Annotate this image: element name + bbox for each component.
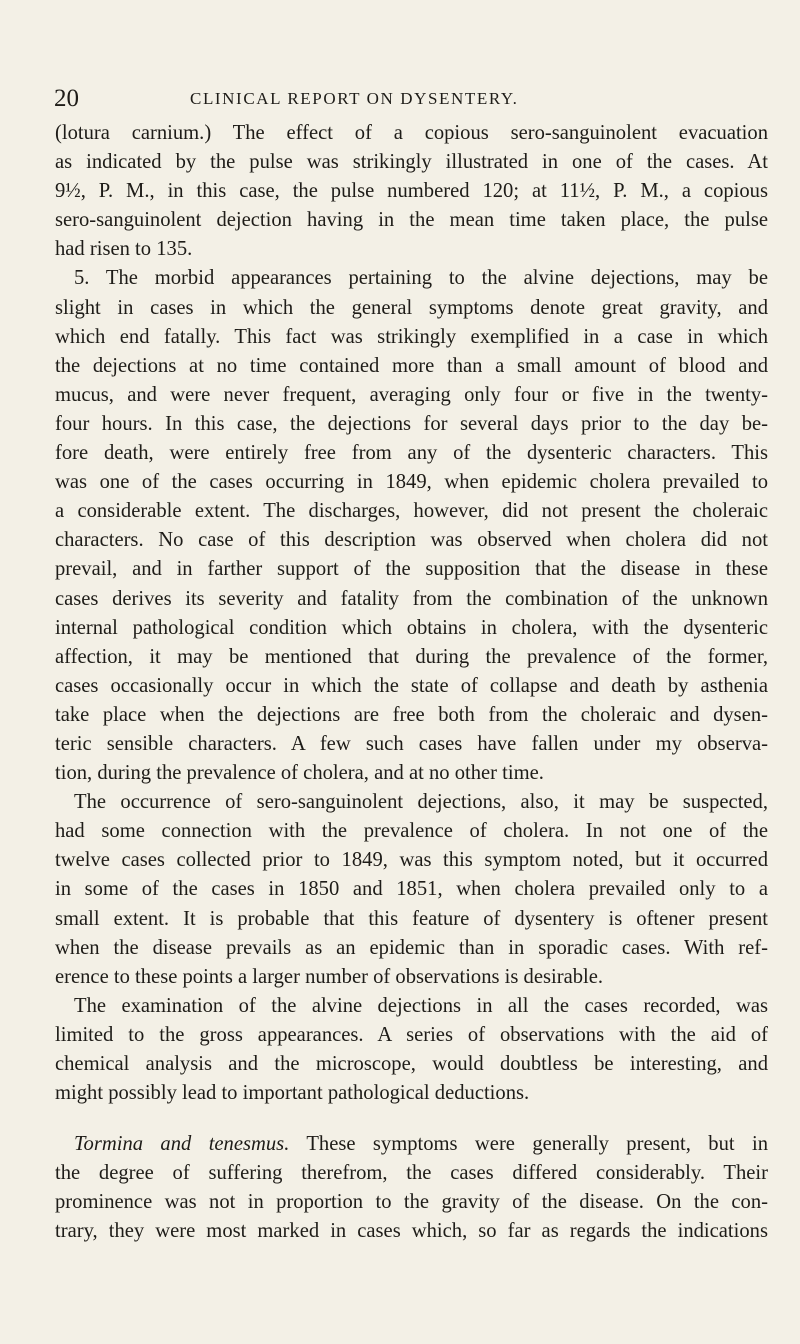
text-line: affection, it may be mentioned that during the prevalence of the former, (55, 645, 768, 668)
text-line: the degree of suffering therefrom, the cases differed considerably. Their (55, 1162, 768, 1185)
text-line: prevail, and in farther support of the supposition that the disease in these (55, 558, 768, 581)
text-line: trary, they were most marked in cases which, so far as regards the indications (55, 1220, 768, 1243)
text-line: sero-sanguinolent dejection having in the mean time taken place, the pulse (55, 209, 768, 232)
page-number: 20 (54, 85, 79, 112)
text-line: a considerable extent. The discharges, however, did not present the choleraic (55, 500, 768, 523)
text-line: twelve cases collected prior to 1849, was this symptom noted, but it occurred (55, 849, 768, 872)
text-line: cases derives its severity and fatality from the combination of the unknown (55, 587, 768, 610)
text-line: limited to the gross appearances. A series of observations with the aid of (55, 1023, 768, 1046)
text-line: take place when the dejections are free both from the choleraic and dysen- (55, 703, 768, 726)
text-line: which end fatally. This fact was strikingly exemplified in a case in which (55, 325, 768, 348)
text-line: was one of the cases occurring in 1849, when epidemic cholera prevailed to (55, 471, 768, 494)
text-line: internal pathological condition which obtains in cholera, with the dysenteric (55, 616, 768, 639)
text-line: characters. No case of this description was observed when cholera did not (55, 529, 768, 552)
text-run: These symptoms were generally present, but in (289, 1133, 768, 1156)
text-line: as indicated by the pulse was strikingly illustrated in one of the cases. At (55, 151, 768, 174)
body-text (55, 119, 768, 1247)
text-line: small extent. It is probable that this feature of dysentery is oftener present (55, 907, 768, 930)
text-line: the dejections at no time contained more than a small amount of blood and (55, 354, 768, 377)
text-line: when the disease prevails as an epidemic than in sporadic cases. With ref- (55, 936, 768, 959)
paragraph-2 (55, 264, 768, 788)
paragraph-4 (55, 992, 768, 1108)
text-line: had some connection with the prevalence of cholera. In not one of the (55, 820, 768, 843)
text-line: slight in cases in which the general symptoms denote great gravity, and (55, 296, 768, 319)
text-line: The examination of the alvine dejections in all the cases recorded, was (74, 994, 768, 1017)
text-line: mucus, and were never frequent, averaging only four or five in the twenty- (55, 383, 768, 406)
text-line: 9½, P. M., in this case, the pulse numbered 120; at 11½, P. M., a copious (55, 180, 768, 203)
text-line: cases occasionally occur in which the state of collapse and death by asthenia (55, 674, 768, 697)
text-line (55, 1130, 768, 1159)
paragraph-gap (55, 1108, 768, 1130)
paragraph-1 (55, 119, 768, 264)
text-line: fore death, were entirely free from any of the dysenteric characters. This (55, 442, 768, 465)
text-line: four hours. In this case, the dejections for several days prior to the day be- (55, 412, 768, 435)
text-line: had risen to 135. (55, 238, 193, 261)
paragraph-3 (55, 788, 768, 992)
text-line: teric sensible characters. A few such cases have fallen under my observa- (55, 732, 768, 755)
text-line: might possibly lead to important pathological deductions. (55, 1082, 530, 1105)
paragraph-5 (55, 1130, 768, 1246)
text-line: in some of the cases in 1850 and 1851, when cholera prevailed only to a (55, 878, 768, 901)
page-header (54, 84, 754, 114)
text-line: erence to these points a larger number of observations is desirable. (55, 965, 604, 988)
text-line: (lotura carnium.) The effect of a copious sero-sanguinolent evacuation (55, 122, 768, 144)
text-line: prominence was not in proportion to the gravity of the disease. On the con- (55, 1191, 768, 1214)
text-line: 5. The morbid appearances pertaining to the alvine dejections, may be (74, 267, 768, 290)
text-line: tion, during the prevalence of cholera, and at no other time. (55, 762, 544, 785)
text-line: The occurrence of sero-sanguinolent dejections, also, it may be suspected, (74, 791, 768, 814)
running-head: CLINICAL REPORT ON DYSENTERY. (190, 89, 519, 108)
text-line: chemical analysis and the microscope, would doubtless be interesting, and (55, 1053, 768, 1075)
section-heading: Tormina and tenesmus. (74, 1133, 290, 1156)
